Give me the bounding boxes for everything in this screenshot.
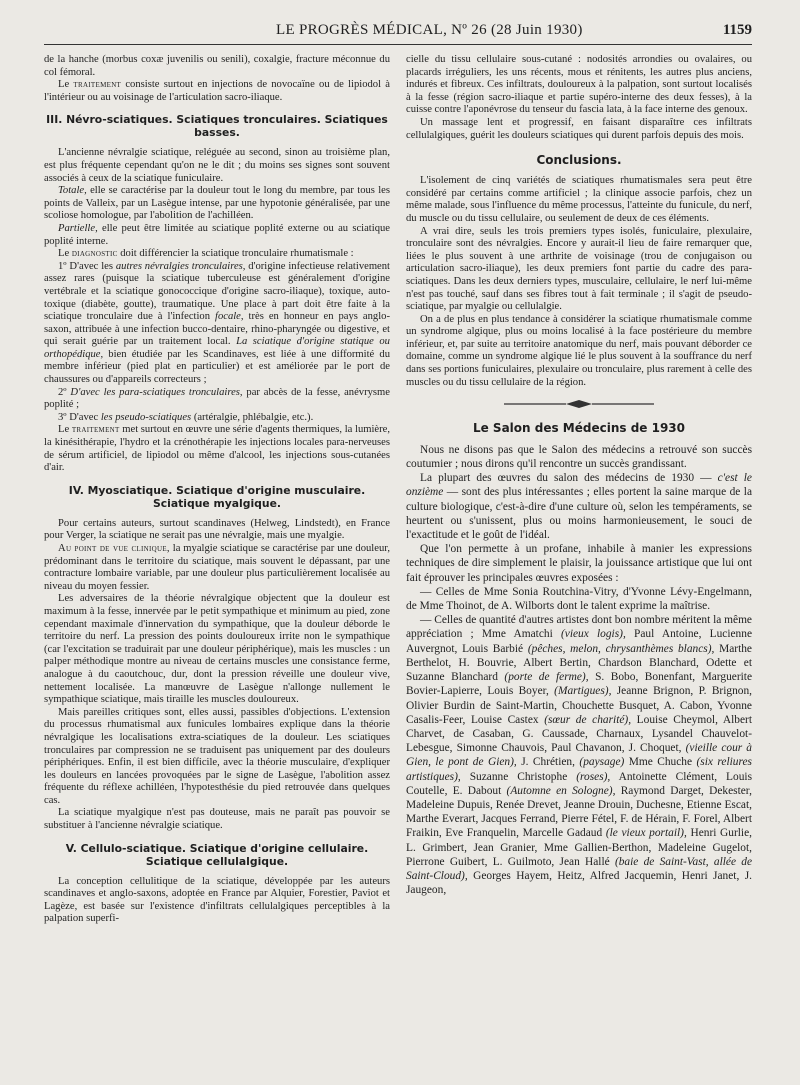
paragraph: La plupart des œuvres du salon des médecins de 1930 — c'est le onzième — sont des plus intéressantes ; elles portent la saine marque de la culture biologique, c'est-à-dire d'une culture où, selon les tempéraments, se heurtent ou s'unissent, plus ou moins harmonieusement, le souci de l'exactitude et le goût de l'idéal. bbox=[406, 472, 752, 542]
salon-article bbox=[406, 443, 752, 898]
page-number: 1159 bbox=[722, 22, 752, 38]
paragraph: On a de plus en plus tendance à considérer la sciatique rhumatismale comme un syndrome algique, plus ou moins localisé à la face postérieure du membre inférieur, et, par suite au territoire anatomique du nerf, mais pouvant déborder ce domaine, comme un syndrome algique lié le plus souvent à la souffrance du nerf dans ses portions funiculaires, plexulaire ou tronculaire, plus rarement à celle des muscles ou du tissu cellulaire de la région. bbox=[406, 313, 752, 388]
paragraph: Que l'on permette à un profane, inhabile à manier les expressions techniques de dire simplement le plaisir, la jouissance artistique que lui ont fait éprouver les principales œuvres exposées : bbox=[406, 543, 752, 584]
paragraph: L'isolement de cinq variétés de sciatiques rhumatismales sera peut être considéré par certains comme artificiel ; la clinique associe parfois, chez un même malade, sous l'influence du même processus, l'atteinte du funicule, du nerf, du muscle ou du tissu cellulaire, ou seulement de deux de ces éléments. bbox=[406, 175, 752, 224]
paragraph: 1º D'avec les autres névralgies tronculaires, d'origine infectieuse relativement assez rares (puisque la sciatique tuberculeuse est généralement d'origine vertébrale et la sciatique gonococcique d'origine sacro-iliaque), toxique, auto-toxique (diabète, goutte), traumatique. Une place à part doit être faite à la sciatique tronculaire due à l'infection focale, très en honneur en pays anglo-saxon, attribuée à une infection bucco-dentaire, rhino-pharyngée ou digestive, et qui serait guérie par un traitement local. La sciatique d'origine statique ou orthopédique, bien étudiée par les Scandinaves, est liée à une difformité du membre inférieur (pied plat en particulier) et est améliorée par le port de chaussures ou d'appareils correcteurs ; bbox=[44, 260, 390, 386]
page-header bbox=[44, 22, 752, 44]
paragraph: Partielle, elle peut être limitée au sciatique poplité externe ou au sciatique poplité interne. bbox=[44, 222, 390, 247]
section-heading-conclusions: Conclusions. bbox=[536, 153, 622, 168]
section-heading-myosciatique: IV. Myosciatique. Sciatique d'origine musculaire. Sciatique myalgique. bbox=[68, 483, 366, 510]
section-heading-cellulo-sciatique: V. Cellulo-sciatique. Sciatique d'origine cellulaire. Sciatique cellulalgique. bbox=[65, 841, 369, 868]
paragraph: Le traitement consiste surtout en injections de novocaïne ou de lipiodol à l'intérieur ou au voisinage de l'articulation sacro-iliaque. bbox=[44, 79, 390, 103]
paragraph: de la hanche (morbus coxæ juvenilis ou senili), coxalgie, fracture méconnue du col fémoral. bbox=[44, 54, 390, 78]
right-column bbox=[406, 54, 752, 1071]
divider-ornament-icon bbox=[504, 399, 654, 409]
left-column bbox=[44, 54, 390, 1071]
paragraph: La conception cellulitique de la sciatique, développée par les auteurs scandinaves et anglo-saxons, adoptée en France par Alquier, Forestier, Paviot et Lagèze, est basée sur l'existence d'infiltrats cellulalgiques perceptibles à la palpation superfi- bbox=[44, 875, 390, 925]
paragraph: L'ancienne névralgie sciatique, reléguée au second, sinon au troisième plan, est plus fréquente cependant qu'on ne le dit ; du moins ses signes sont souvent associés à ceux de la sciatique funiculaire. bbox=[44, 147, 390, 184]
paragraph: — Celles de Mme Sonia Routchina-Vitry, d'Yvonne Lévy-Engelmann, de Mme Thoinot, de A. Wilborts dont le talent exprime la maîtrise. bbox=[406, 585, 752, 613]
section-heading-neuro-sciatiques: III. Névro-sciatiques. Sciatiques tronculaires. Sciatiques basses. bbox=[46, 113, 388, 140]
paragraph: Nous ne disons pas que le Salon des médecins a retrouvé son succès coutumier ; nous dirons qu'il rencontre un succès grandissant. bbox=[406, 443, 752, 471]
paragraph: A vrai dire, seuls les trois premiers types isolés, funiculaire, plexulaire, tronculaire sont des névralgies. Encore y aurait-il lieu de faire remarquer que, liées le plus souvent à une arthrite de voisinage (trou de conjugaison ou articulation sacro-iliaque), les deux premiers font partie du cadre des para-sciatiques. Dans les deux derniers types, musculaire, cellulaire, le nerf lui-même n'est pas touché, sauf dans ses fibres tout à fait terminale ; il s'agit de pseudo-sciatique, par myalgie ou cellulalgie. bbox=[406, 225, 752, 313]
paragraph: — Celles de quantité d'autres artistes dont bon nombre méritent la même appréciation ; Mme Amatchi (vieux logis), Paul Antoine, Lucienne Auvergnot, Louis Barbié (pêches, melon, chrysanthèmes blancs), Marthe Berthelot, H. Bouvrie, Albert Bertin, Chardson Blanchard, Odette et Suzanne Blanchard (porte de ferme), S. Bobo, Bonenfant, Marguerite Bovier-Lapierre, Louis Boyer, (Martigues), Jeanne Brignon, P. Brignon, Olivier Burdin de Saint-Martin, Chouchette Busquet, A. Cabon, Yvonne Casalis-Feer, Louise Castex (sœur de charité), Louise Cheymol, Albert Charvet, de Casaban, G. Caussade, Charnaux, Lysandel Chauvelot-Lebesgue, Simonne Chauvois, Paul Chavanon, J. Choquet, (vieille cour à Gien, le pont de Gien), J. Chrétien, (paysage) Mme Chuche (six reliures artistiques), Suzanne Christophe (roses), Antoinette Clément, Louis Coutelle, E. Dabout (Automne en Sologne), Raymond Darget, Dekester, Madeleine Dupuis, Renée Drevet, Jeanne Drouin, Duchesne, Etienne Escat, Marthe Everart, Jacques Ferrand, Pierre Fétel, F. de Hérain, F. Forel, Albert Fraikin, Eve Franquelin, Marcelle Gadaud (le vieux portail), Henri Gurlie, L. Grimbert, Jean Granier, Mme Gallien-Berthon, Madeleine Gugelot, Pierrone Guibert, L. Guilmoto, Jean Hallé (baie de Saint-Vast, allée de Saint-Cloud), Georges Hayem, Heitz, Alfred Jacquemin, Henri Janet, J. Jaugeon, bbox=[406, 614, 752, 897]
ornamental-divider bbox=[406, 399, 752, 414]
paragraph: Mais pareilles critiques sont, elles aussi, passibles d'objections. L'extension du processus rhumatismal aux funicules lombaires explique dans la théorie névralgique les localisations extra-sciatiques de la douleur. Les sciatiques tronculaires par compression ne se traduisent pas uniquement par des douleurs périphériques. Enfin, il est bien difficile, avec la théorie musculaire, d'expliquer les douleurs en lancées provoquées par le signe de Lasègue, l'abolition assez fréquente du réflexe achilléen, l'hypotesthésie du pied retrouvée dans quelques cas. bbox=[44, 706, 390, 806]
header-rule bbox=[44, 44, 752, 45]
journal-title: LE PROGRÈS MÉDICAL, Nº 26 (28 Juin 1930) bbox=[276, 22, 583, 38]
paragraph: Le traitement met surtout en œuvre une série d'agents thermiques, la lumière, la kinésithérapie, l'hydro et la crénothérapie les injections locales para-nerveuses de sérum artificiel, de lipiodol ou même d'alcool, les injections sous-cutanées d'air. bbox=[44, 424, 390, 474]
section-heading-salon: Le Salon des Médecins de 1930 bbox=[472, 420, 686, 435]
paragraph: Les adversaires de la théorie névralgique objectent que la douleur est maximum à la fesse, innervée par le petit sympathique et minimum au pied, zone cependant maximale d'innervation du sympathique, que la douleur déborde le territoire du nerf. La pression des points douloureux irrite non le sympathique (car l'excitation se traduirait par une douleur périphérique), mais les muscles : un palper méthodique montre au niveau de certains muscles une consistance ferme, analogue à du caoutchouc, dur, dont la pression réveille une douleur vive, nettement localisée. La manœuvre de Lasègue n'allonge nullement le sympathique sciatique, mais tiraille les muscles douloureux. bbox=[44, 593, 390, 706]
paragraph: La sciatique myalgique n'est pas douteuse, mais ne paraît pas pouvoir se substituer à l'ancienne névralgie sciatique. bbox=[44, 807, 390, 832]
paragraph: Pour certains auteurs, surtout scandinaves (Helweg, Lindstedt), en France pour Verger, la sciatique ne serait pas une névralgie, mais une myalgie. bbox=[44, 517, 390, 542]
paragraph: Totale, elle se caractérise par la douleur tout le long du membre, par tous les points de Valleix, par un Lasègue intense, par une hypotonie généralisée, par une scoliose homologue, par l'abolition de l'achilléen. bbox=[44, 185, 390, 222]
paragraph: 3º D'avec les pseudo-sciatiques (artéralgie, phlébalgie, etc.). bbox=[58, 411, 314, 423]
paragraph: 2º D'avec les para-sciatiques tronculaires, par abcès de la fesse, anévrysme poplité ; bbox=[44, 386, 390, 411]
paragraph: Le diagnostic doit différencier la sciatique tronculaire rhumatismale : bbox=[58, 248, 354, 260]
paragraph: Un massage lent et progressif, en faisant disparaître ces infiltrats cellulalgiques, guérit les douleurs sciatiques qui durent parfois depuis des mois. bbox=[406, 116, 752, 141]
paragraph: cielle du tissu cellulaire sous-cutané : nodosités arrondies ou ovalaires, ou placards irréguliers, les uns récents, mous et rénitents, les autres plus anciens, indurés et fibreux. Ces infiltrats, douloureux à la palpation, sont surtout localisés à la fesse (région sacro-iliaque et partie supéro-interne des deux fesses), à la cuisse contre l'aponévrose du tenseur du fascia lata, à la face interne des genoux. bbox=[406, 54, 752, 116]
paragraph: Au point de vue clinique, la myalgie sciatique se caractérise par une douleur, prédominant dans le territoire du sciatique, mais souvent le dépassant, par une contracture lombaire variable, par une douleur plus particulièrement localisée au niveau du moyen fessier. bbox=[44, 543, 390, 592]
